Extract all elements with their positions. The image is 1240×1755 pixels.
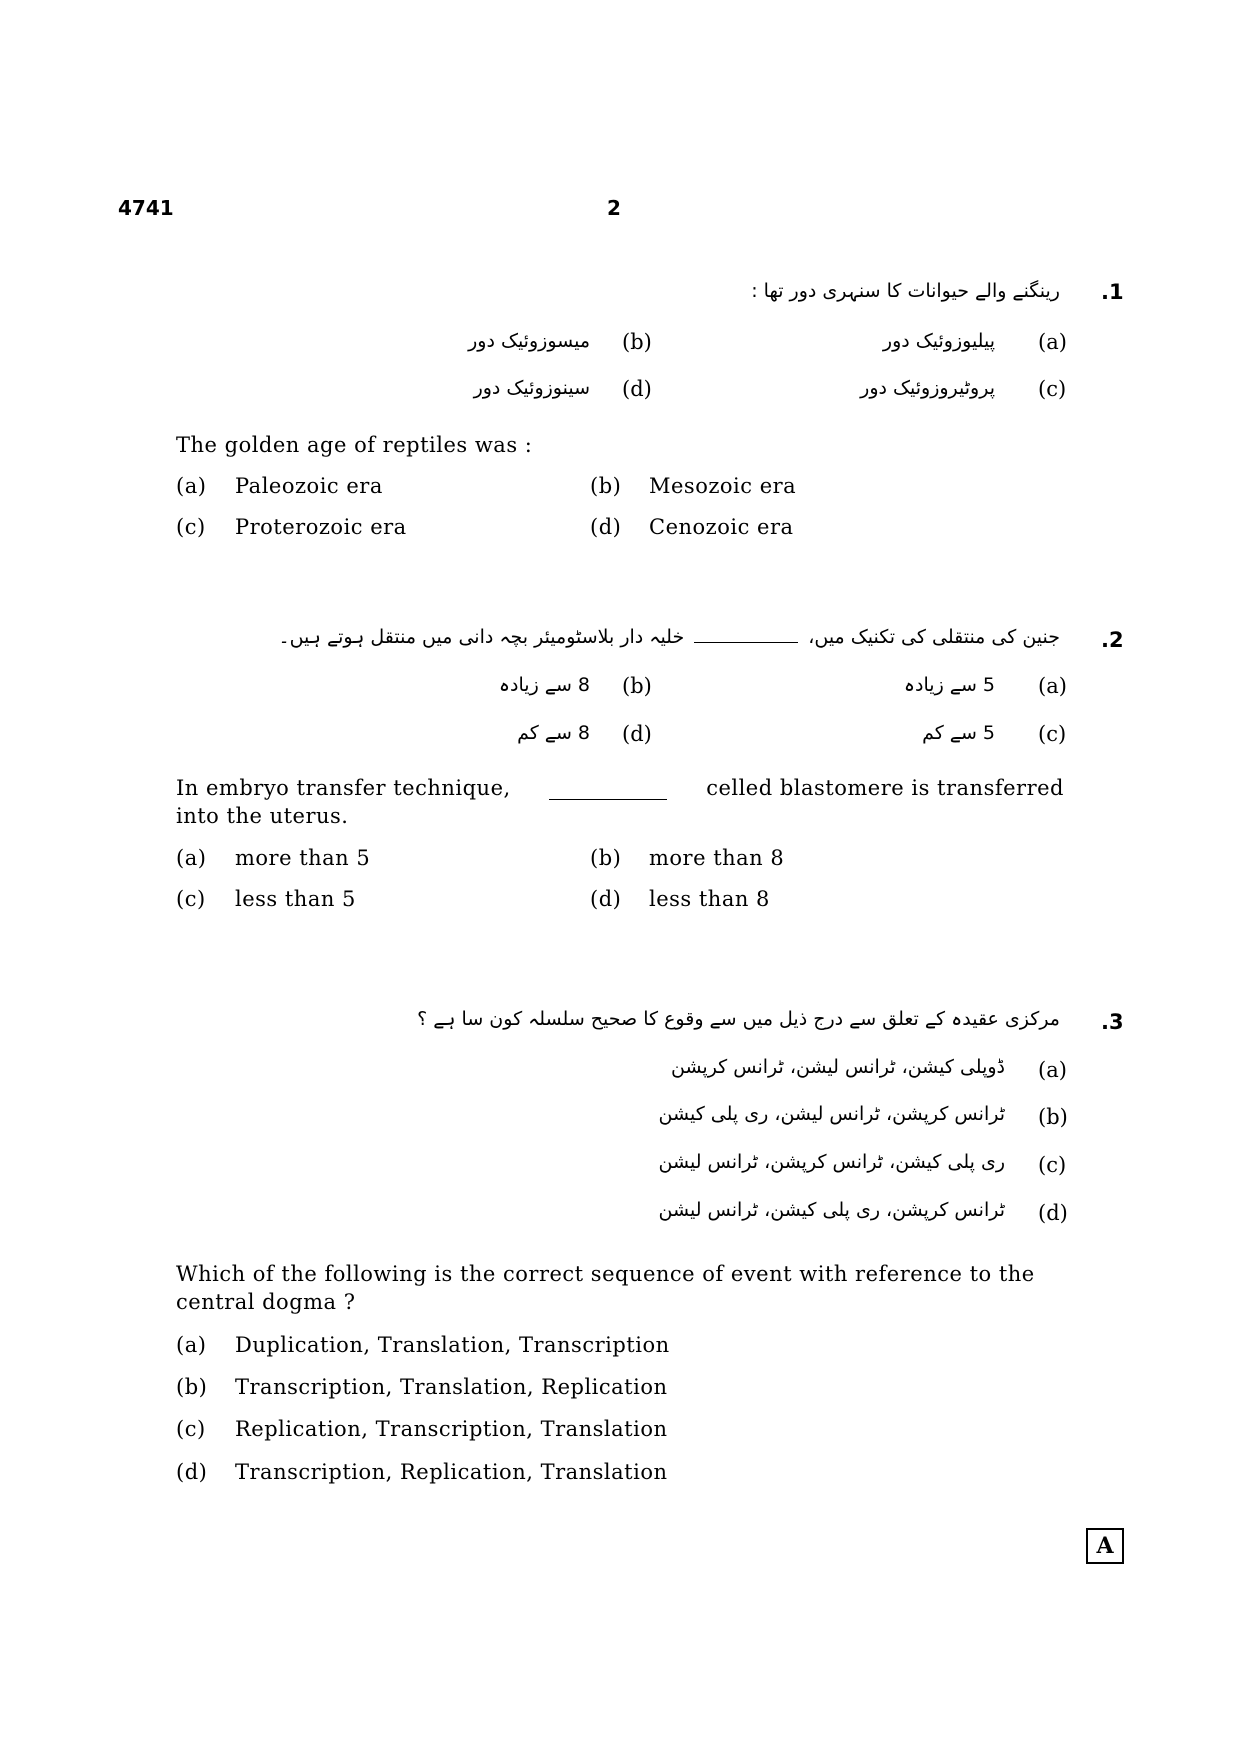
option-label: (c) [176,1417,206,1441]
option-d: Cenozoic era [649,515,794,539]
option-a: more than 5 [235,846,371,870]
option-label: (b) [590,846,622,870]
option-a: Paleozoic era [235,474,383,498]
urdu-option-a: پیلیوزوئیک دور [882,330,995,352]
urdu-option-label: (c) [1038,1153,1067,1177]
urdu-stem-part: خلیہ دار بلاسٹومیئر بچہ دانی میں منتقل ہوتے ہیں۔ [278,626,685,648]
urdu-option-b: میسوزوئیک دور [468,330,590,352]
urdu-option-label: (d) [622,377,652,401]
option-label: (d) [590,887,622,911]
urdu-option-label: (d) [622,722,652,746]
question-number: .2 [1101,628,1124,652]
option-label: (a) [176,1333,207,1357]
urdu-question-stem [278,626,1060,648]
option-label: (c) [176,887,206,911]
option-d: less than 8 [649,887,770,911]
option-b: more than 8 [649,846,785,870]
option-label: (d) [590,515,622,539]
urdu-option-label: (b) [1038,1105,1068,1129]
english-question-stem: Which of the following is the correct sequence of event with reference to the [176,1262,1035,1286]
option-label: (a) [176,846,207,870]
urdu-option-d: سینوزوئیک دور [473,377,590,399]
option-label: (b) [590,474,622,498]
urdu-option-c: 5 سے کم [922,722,995,744]
urdu-option-d: 8 سے کم [517,722,590,744]
urdu-option-a: 5 سے زیادہ [903,674,995,696]
option-c: Replication, Transcription, Translation [235,1417,668,1441]
option-b: Transcription, Translation, Replication [235,1375,668,1399]
urdu-question-stem: مرکزی عقیدہ کے تعلق سے درج ذیل میں سے وقوع کا صحیح سلسلہ کون سا ہے ؟ [417,1008,1060,1030]
urdu-question-stem: رینگنے والے حیوانات کا سنہری دور تھا : [751,280,1060,302]
question-number: .1 [1101,280,1124,304]
page-number: 2 [607,196,621,220]
urdu-option-label: (d) [1038,1201,1068,1225]
urdu-option-b: 8 سے زیادہ [498,674,590,696]
urdu-option-label: (a) [1038,1058,1067,1082]
urdu-option-c: پروٹیروزوئیک دور [860,377,995,399]
option-label: (c) [176,515,206,539]
urdu-option-a: ڈوپلی کیشن، ٹرانس لیشن، ٹرانس کرپشن [671,1056,1005,1078]
urdu-option-label: (b) [622,330,652,354]
answer-blank [694,642,798,643]
paper-code: 4741 [118,196,174,220]
question-number: .3 [1101,1010,1124,1034]
english-question-stem-line2: central dogma ? [176,1290,356,1314]
option-a: Duplication, Translation, Transcription [235,1333,670,1357]
urdu-option-c: ری پلی کیشن، ٹرانس کرپشن، ٹرانس لیشن [658,1151,1005,1173]
urdu-option-label: (c) [1038,377,1067,401]
english-stem-part: In embryo transfer technique, [176,776,511,800]
english-question-stem [176,776,1064,800]
english-stem-part: celled blastomere is transferred [706,776,1064,800]
english-question-stem: The golden age of reptiles was : [176,433,533,457]
urdu-option-label: (a) [1038,674,1067,698]
english-question-stem-line2: into the uterus. [176,804,349,828]
urdu-stem-part: جنین کی منتقلی کی تکنیک میں، [808,626,1060,648]
option-b: Mesozoic era [649,474,797,498]
urdu-option-d: ٹرانس کرپشن، ری پلی کیشن، ٹرانس لیشن [658,1199,1005,1221]
option-d: Transcription, Replication, Translation [235,1460,668,1484]
answer-blank [549,776,667,800]
version-mark-box: A [1086,1528,1124,1564]
option-label: (b) [176,1375,208,1399]
urdu-option-label: (b) [622,674,652,698]
option-c: Proterozoic era [235,515,407,539]
urdu-option-b: ٹرانس کرپشن، ٹرانس لیشن، ری پلی کیشن [658,1103,1005,1125]
option-c: less than 5 [235,887,356,911]
urdu-option-label: (a) [1038,330,1067,354]
option-label: (d) [176,1460,208,1484]
urdu-option-label: (c) [1038,722,1067,746]
option-label: (a) [176,474,207,498]
